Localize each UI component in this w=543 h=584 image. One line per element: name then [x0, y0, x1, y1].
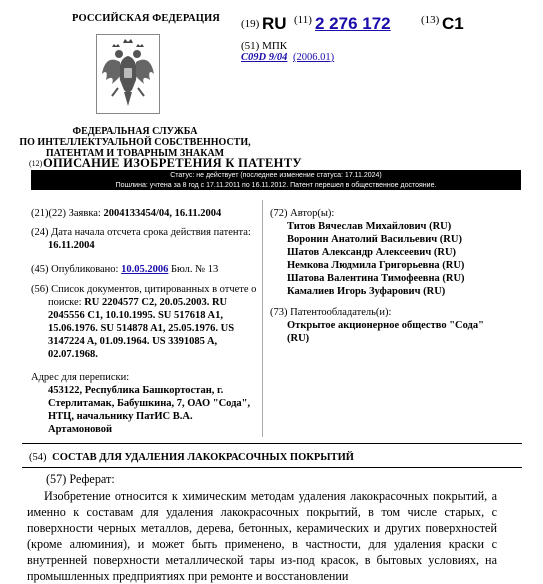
ipc-code-link[interactable]: C09D 9/04: [241, 52, 288, 63]
country-name: РОССИЙСКАЯ ФЕДЕРАЦИЯ: [72, 13, 220, 24]
agency-line-2: ПО ИНТЕЛЛЕКТУАЛЬНОЙ СОБСТВЕННОСТИ,: [19, 137, 251, 148]
patent-number-link[interactable]: 2 276 172: [315, 14, 391, 33]
published-date-link[interactable]: 10.05.2006: [121, 264, 169, 275]
agency-line-1: ФЕДЕРАЛЬНАЯ СЛУЖБА: [72, 126, 198, 137]
top-rule: [22, 443, 522, 444]
author-item: Камалиев Игорь Зуфарович (RU): [287, 286, 446, 297]
application-field: (21)(22) Заявка: 2004133454/04, 16.11.2004: [31, 208, 222, 219]
invention-title: (54) СОСТАВ ДЛЯ УДАЛЕНИЯ ЛАКОКРАСОЧНЫХ ПОКРЫТИЙ: [29, 452, 354, 463]
document-title: ОПИСАНИЕ ИЗОБРЕТЕНИЯ К ПАТЕНТУ: [43, 156, 302, 170]
author-item: Шатова Валентина Тимофеевна (RU): [287, 273, 465, 284]
abstract-label: (57) Реферат:: [46, 472, 115, 486]
status-line: Статус: не действует (последнее изменение статуса: 17.11.2024): [170, 172, 382, 179]
code-11: (11): [294, 14, 312, 26]
code-13: (13): [421, 14, 440, 26]
author-item: Шатов Александр Алексеевич (RU): [287, 247, 457, 258]
term-field: (24) Дата начала отсчета срока действия патента: 16.11.2004: [31, 227, 251, 251]
agency-line-3: ПАТЕНТАМ И ТОВАРНЫМ ЗНАКАМ: [45, 148, 225, 159]
column-divider: [262, 200, 263, 437]
ipc-label: (51) МПК: [241, 40, 288, 52]
fee-line: Пошлина: учтена за 8 год с 17.11.2011 по 16.11.2012. Патент перешел в общественное достояние.: [115, 181, 437, 189]
code-19: (19): [241, 18, 260, 30]
bottom-rule: [22, 467, 522, 468]
kind-code: C1: [442, 14, 464, 33]
cited-documents-field: (56) Список документов, цитированных в отчете о поиске: RU 2204577 C2, 20.05.2003. RU 2045556 C1, 10.10.1995. SU 517618 A1, 15.06.1976. SU 514878 A1, 25.05.1976. US 3147224 A, 01.09.1964. US 3391085 A, 02.07.1968.: [31, 284, 257, 360]
ipc-line: [241, 52, 334, 63]
author-item: Немкова Людмила Григорьевна (RU): [287, 260, 465, 271]
ipc-version-link[interactable]: (2006.01): [293, 52, 335, 63]
status-box: [31, 170, 521, 190]
abstract-text: Изобретение относится к химическим методам удаления лакокрасочных покрытий, а именно к составам для удаления лакокрасочных покрытий, в том числе старых, с поверхности черных металлов, дерева, бетонных, керамических и других поверхностей (кроме алюминия), и может быть применено, в частности, для удаления краски с внутренней поверхности металлической тары из-под красок, в бытовых условиях, на промышленных предприятиях при ремонте и восстановлении: [27, 489, 497, 583]
title-code: (12): [29, 159, 43, 168]
owner-field: (73) Патентообладатель(и): Открытое акционерное общество "Сода" (RU): [270, 307, 484, 344]
country-code: RU: [262, 14, 287, 33]
author-item: Воронин Анатолий Васильевич (RU): [287, 234, 462, 245]
author-item: Титов Вячеслав Михайлович (RU): [287, 221, 452, 232]
address-field: Адрес для переписки: 453122, Республика Башкортостан, г. Стерлитамак, Бабушкина, 7, ОАО "Сода", НТЦ, начальнику ПатИС В.А. Артамоновой: [31, 372, 251, 435]
agency-block: [0, 126, 270, 159]
published-field: (45) Опубликовано: 10.05.2006 Бюл. № 13: [31, 264, 219, 275]
authors-field: (72) Автор(ы): Титов Вячеслав Михайлович (RU) Воронин Анатолий Васильевич (RU) Шатов Александр Алексеевич (RU) Немкова Людмила Григорьевна (RU) Шатова Валентина Тимофеевна (RU) Камалиев Игорь Зуфарович (RU): [270, 207, 510, 298]
coat-of-arms-emblem: [96, 34, 160, 114]
